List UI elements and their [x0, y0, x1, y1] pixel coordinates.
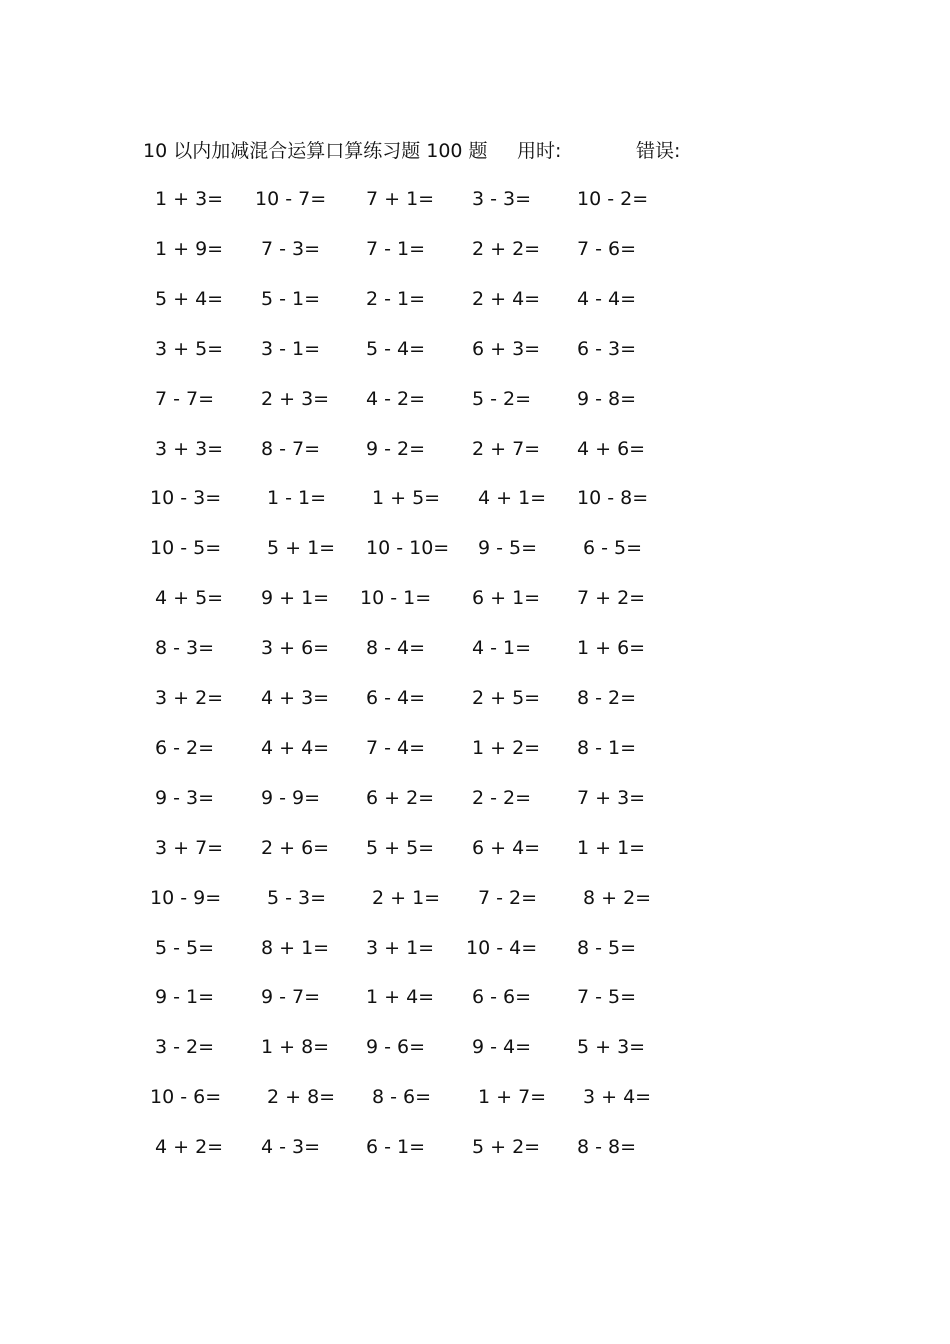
arithmetic-problem: 1 - 1= [267, 487, 327, 509]
arithmetic-problem: 7 - 6= [577, 238, 637, 260]
arithmetic-problem: 7 - 2= [478, 887, 538, 909]
arithmetic-problem: 10 - 3= [150, 487, 222, 509]
arithmetic-problem: 1 + 8= [261, 1036, 330, 1058]
problem-row [0, 633, 950, 663]
arithmetic-problem: 4 - 2= [366, 388, 426, 410]
arithmetic-problem: 6 + 3= [472, 338, 541, 360]
arithmetic-problem: 10 - 9= [150, 887, 222, 909]
arithmetic-problem: 2 + 3= [261, 388, 330, 410]
arithmetic-problem: 4 + 4= [261, 737, 330, 759]
arithmetic-problem: 7 + 1= [366, 188, 435, 210]
arithmetic-problem: 8 + 2= [583, 887, 652, 909]
arithmetic-problem: 6 - 1= [366, 1136, 426, 1158]
arithmetic-problem: 2 + 1= [372, 887, 441, 909]
problem-row [0, 783, 950, 813]
arithmetic-problem: 3 + 5= [155, 338, 224, 360]
arithmetic-problem: 10 - 10= [366, 537, 450, 559]
arithmetic-problem: 4 + 6= [577, 438, 646, 460]
arithmetic-problem: 5 - 5= [155, 937, 215, 959]
arithmetic-problem: 9 - 5= [478, 537, 538, 559]
arithmetic-problem: 7 - 7= [155, 388, 215, 410]
arithmetic-problem: 1 + 5= [372, 487, 441, 509]
problem-row [0, 733, 950, 763]
arithmetic-problem: 3 + 1= [366, 937, 435, 959]
arithmetic-problem: 6 + 1= [472, 587, 541, 609]
arithmetic-problem: 5 + 1= [267, 537, 336, 559]
arithmetic-problem: 3 - 2= [155, 1036, 215, 1058]
arithmetic-problem: 4 - 1= [472, 637, 532, 659]
arithmetic-problem: 9 - 1= [155, 986, 215, 1008]
arithmetic-problem: 9 + 1= [261, 587, 330, 609]
arithmetic-problem: 6 - 2= [155, 737, 215, 759]
arithmetic-problem: 10 - 1= [360, 587, 432, 609]
arithmetic-problem: 6 + 2= [366, 787, 435, 809]
arithmetic-problem: 2 - 1= [366, 288, 426, 310]
arithmetic-problem: 1 + 2= [472, 737, 541, 759]
arithmetic-problem: 4 - 3= [261, 1136, 321, 1158]
arithmetic-problem: 1 + 9= [155, 238, 224, 260]
arithmetic-problem: 10 - 6= [150, 1086, 222, 1108]
problem-row [0, 583, 950, 613]
problem-row [0, 683, 950, 713]
arithmetic-problem: 5 + 4= [155, 288, 224, 310]
arithmetic-problem: 5 - 1= [261, 288, 321, 310]
arithmetic-problem: 2 - 2= [472, 787, 532, 809]
arithmetic-problem: 5 + 5= [366, 837, 435, 859]
arithmetic-problem: 8 - 3= [155, 637, 215, 659]
arithmetic-problem: 3 + 2= [155, 687, 224, 709]
worksheet-title: 10 以内加减混合运算口算练习题 100 题 [143, 140, 488, 162]
problem-row [0, 334, 950, 364]
problem-row [0, 982, 950, 1012]
arithmetic-problem: 10 - 8= [577, 487, 649, 509]
arithmetic-problem: 8 - 2= [577, 687, 637, 709]
arithmetic-problem: 7 - 5= [577, 986, 637, 1008]
arithmetic-problem: 8 - 7= [261, 438, 321, 460]
arithmetic-problem: 10 - 2= [577, 188, 649, 210]
arithmetic-problem: 8 - 8= [577, 1136, 637, 1158]
arithmetic-problem: 1 + 4= [366, 986, 435, 1008]
arithmetic-problem: 4 + 1= [478, 487, 547, 509]
arithmetic-problem: 5 + 3= [577, 1036, 646, 1058]
arithmetic-problem: 6 - 3= [577, 338, 637, 360]
arithmetic-problem: 10 - 4= [466, 937, 538, 959]
arithmetic-problem: 7 - 3= [261, 238, 321, 260]
arithmetic-problem: 5 - 3= [267, 887, 327, 909]
arithmetic-problem: 10 - 7= [255, 188, 327, 210]
problem-row [0, 284, 950, 314]
problem-row [0, 483, 950, 513]
problem-row [0, 434, 950, 464]
arithmetic-problem: 9 - 4= [472, 1036, 532, 1058]
arithmetic-problem: 3 - 3= [472, 188, 532, 210]
arithmetic-problem: 3 + 7= [155, 837, 224, 859]
arithmetic-problem: 9 - 7= [261, 986, 321, 1008]
arithmetic-problem: 7 + 3= [577, 787, 646, 809]
arithmetic-problem: 1 + 3= [155, 188, 224, 210]
arithmetic-problem: 1 + 7= [478, 1086, 547, 1108]
arithmetic-problem: 2 + 6= [261, 837, 330, 859]
arithmetic-problem: 5 + 2= [472, 1136, 541, 1158]
problem-row [0, 933, 950, 963]
arithmetic-problem: 4 - 4= [577, 288, 637, 310]
arithmetic-problem: 8 - 1= [577, 737, 637, 759]
arithmetic-problem: 10 - 5= [150, 537, 222, 559]
arithmetic-problem: 4 + 5= [155, 587, 224, 609]
arithmetic-problem: 2 + 4= [472, 288, 541, 310]
arithmetic-problem: 9 - 9= [261, 787, 321, 809]
arithmetic-problem: 9 - 8= [577, 388, 637, 410]
arithmetic-problem: 6 - 5= [583, 537, 643, 559]
arithmetic-problem: 2 + 8= [267, 1086, 336, 1108]
arithmetic-problem: 9 - 3= [155, 787, 215, 809]
problem-row [0, 234, 950, 264]
problem-row [0, 883, 950, 913]
problem-row [0, 533, 950, 563]
arithmetic-problem: 1 + 6= [577, 637, 646, 659]
problem-row [0, 184, 950, 214]
arithmetic-problem: 7 - 1= [366, 238, 426, 260]
arithmetic-problem: 6 - 4= [366, 687, 426, 709]
problem-row [0, 833, 950, 863]
arithmetic-problem: 2 + 5= [472, 687, 541, 709]
problem-row [0, 384, 950, 414]
arithmetic-problem: 8 - 5= [577, 937, 637, 959]
arithmetic-problem: 5 - 4= [366, 338, 426, 360]
arithmetic-problem: 8 + 1= [261, 937, 330, 959]
arithmetic-problem: 4 + 3= [261, 687, 330, 709]
arithmetic-problem: 7 - 4= [366, 737, 426, 759]
arithmetic-problem: 3 + 6= [261, 637, 330, 659]
arithmetic-problem: 3 - 1= [261, 338, 321, 360]
problem-row [0, 1132, 950, 1162]
arithmetic-problem: 8 - 6= [372, 1086, 432, 1108]
arithmetic-problem: 9 - 6= [366, 1036, 426, 1058]
arithmetic-problem: 1 + 1= [577, 837, 646, 859]
arithmetic-problem: 2 + 7= [472, 438, 541, 460]
arithmetic-problem: 6 + 4= [472, 837, 541, 859]
arithmetic-problem: 4 + 2= [155, 1136, 224, 1158]
arithmetic-problem: 5 - 2= [472, 388, 532, 410]
error-label: 错误: [636, 140, 681, 162]
arithmetic-problem: 2 + 2= [472, 238, 541, 260]
problem-row [0, 1082, 950, 1112]
arithmetic-problem: 9 - 2= [366, 438, 426, 460]
arithmetic-problem: 6 - 6= [472, 986, 532, 1008]
arithmetic-problem: 7 + 2= [577, 587, 646, 609]
arithmetic-problem: 3 + 4= [583, 1086, 652, 1108]
time-label: 用时: [517, 140, 562, 162]
arithmetic-problem: 3 + 3= [155, 438, 224, 460]
arithmetic-problem: 8 - 4= [366, 637, 426, 659]
problem-row [0, 1032, 950, 1062]
